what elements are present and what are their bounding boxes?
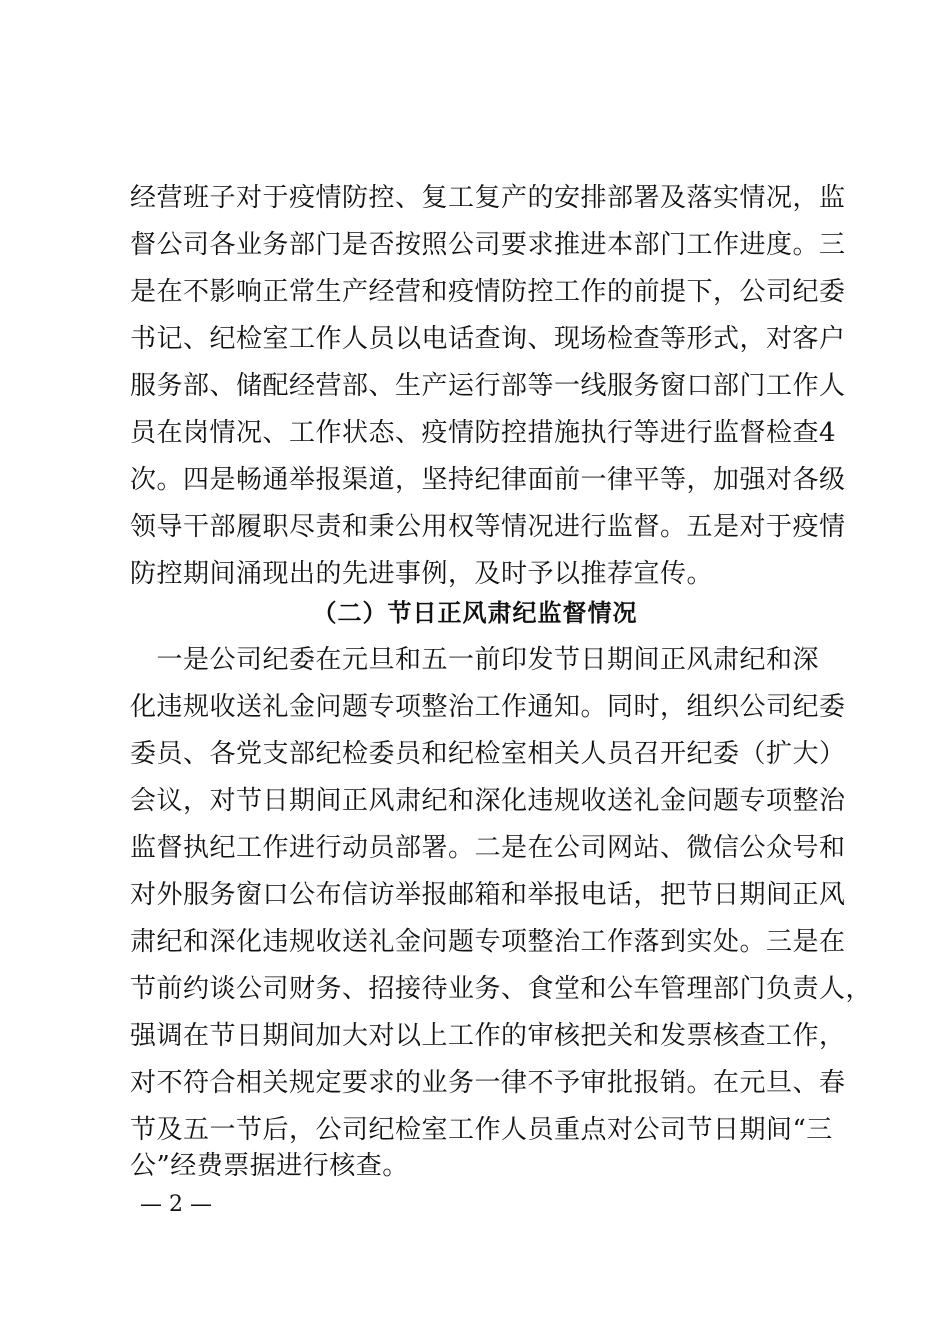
paragraph-line: 监督执纪工作进行动员部署。二是在公司网站、微信公众号和 <box>130 833 846 863</box>
paragraph-line: 对外服务窗口公布信访举报邮箱和举报电话，把节日期间正风 <box>130 880 846 910</box>
paragraph-line: 委员、各党支部纪检委员和纪检室相关人员召开纪委（扩大） <box>130 739 846 769</box>
paragraph-line: 公”经费票据进行核查。 <box>130 1151 409 1181</box>
paragraph-line: 领导干部履职尽责和秉公用权等情况进行监督。五是对于疫情 <box>130 512 846 542</box>
paragraph-line: 书记、纪检室工作人员以电话查询、现场检查等形式，对客户 <box>130 324 846 354</box>
paragraph-line: 经营班子对于疫情防控、复工复产的安排部署及落实情况，监 <box>130 183 846 213</box>
page-number: — 2 — <box>140 1192 212 1217</box>
paragraph-line: 服务部、储配经营部、生产运行部等一线服务窗口部门工作人 <box>130 371 846 401</box>
paragraph-line: 节前约谈公司财务、招接待业务、食堂和公车管理部门负责人， <box>130 974 873 1004</box>
paragraph-line: 化违规收送礼金问题专项整治工作通知。同时，组织公司纪委 <box>130 692 846 722</box>
paragraph-line: 会议，对节日期间正风肃纪和深化违规收送礼金问题专项整治 <box>130 786 846 816</box>
paragraph-line: 是在不影响正常生产经营和疫情防控工作的前提下，公司纪委 <box>130 277 846 307</box>
paragraph-line: 强调在节日期间加大对以上工作的审核把关和发票核查工作， <box>130 1021 846 1051</box>
paragraph-line: 对不符合相关规定要求的业务一律不予审批报销。在元旦、春 <box>130 1068 846 1098</box>
paragraph-line: 节及五一节后，公司纪检室工作人员重点对公司节日期间“三 <box>130 1115 833 1145</box>
paragraph-line: 肃纪和深化违规收送礼金问题专项整治工作落到实处。三是在 <box>130 927 846 957</box>
paragraph-line: 防控期间涌现出的先进事例，及时予以推荐宣传。 <box>130 559 714 589</box>
paragraph-line: 员在岗情况、工作状态、疫情防控措施执行等进行监督检查4 <box>130 418 837 448</box>
paragraph-line: 一是公司纪委在元旦和五一前印发节日期间正风肃纪和深 <box>130 645 820 675</box>
section-heading: （二）节日正风肃纪监督情况 <box>312 599 638 627</box>
paragraph-line: 督公司各业务部门是否按照公司要求推进本部门工作进度。三 <box>130 230 846 260</box>
paragraph-line: 次。四是畅通举报渠道，坚持纪律面前一律平等，加强对各级 <box>130 465 846 495</box>
